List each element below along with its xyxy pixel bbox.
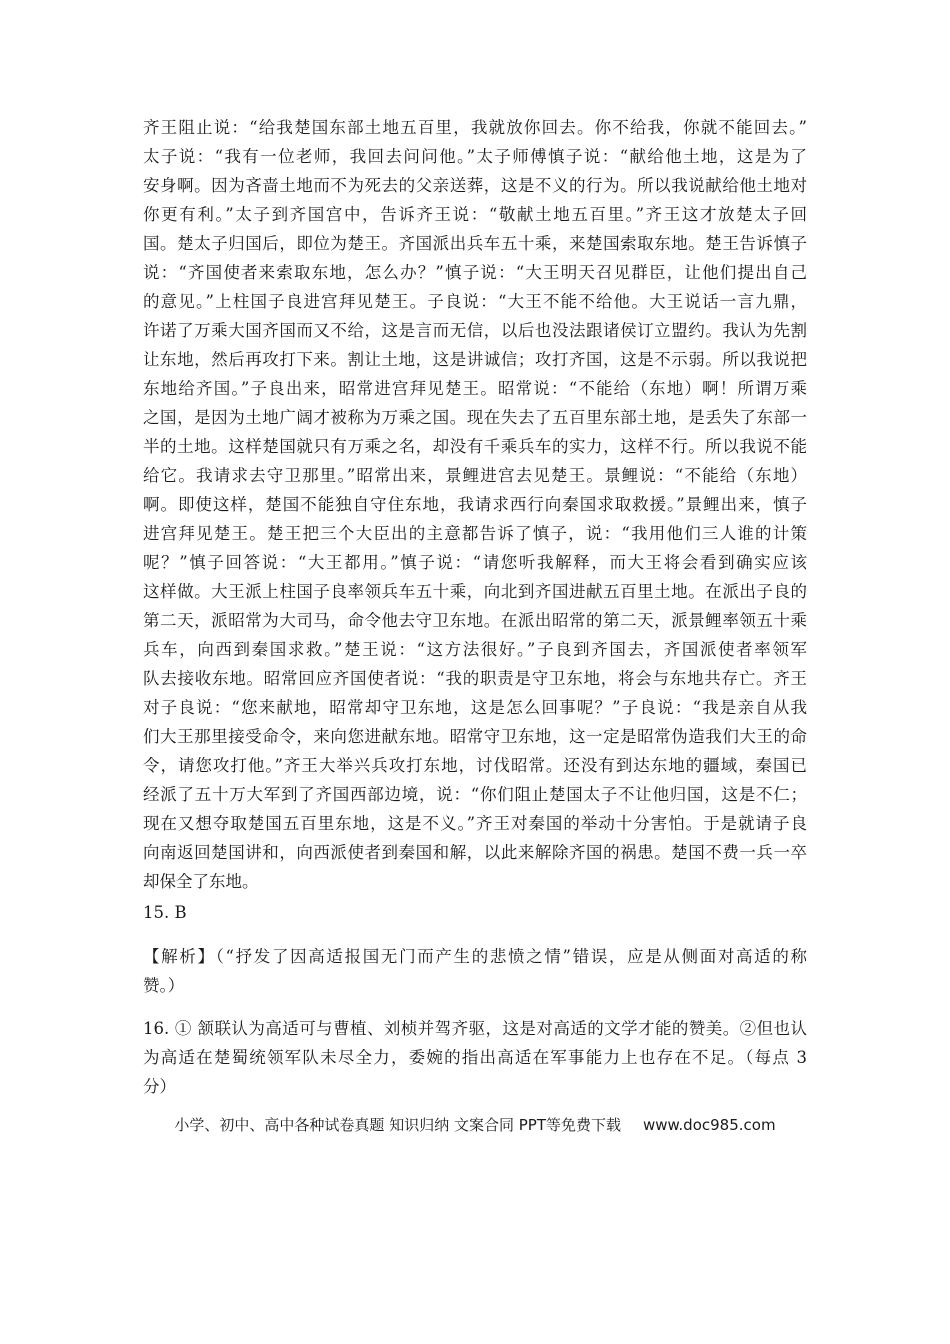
text-line: 半的土地。这样楚国就只有万乘之名，却没有千乘兵车的实力，这样不行。所以我说不能 — [143, 437, 807, 456]
text-line: 令，请您攻打他。”齐王大举兴兵攻打东地，讨伐昭常。还没有到达东地的疆域，秦国已 — [143, 756, 807, 775]
text-line: 这样做。大王派上柱国子良率领兵车五十乘，向北到齐国进献五百里土地。在派出子良的 — [143, 582, 807, 601]
text-line: 进宫拜见楚王。楚王把三个大臣出的主意都告诉了慎子，说：“我用他们三人谁的计策 — [143, 524, 807, 543]
answer-line: 分） — [143, 1077, 176, 1096]
text-line: 给它。我请求去守卫那里。”昭常出来，景鲤进宫去见楚王。景鲤说：“不能给（东地） — [143, 466, 807, 485]
text-line: 说：“齐国使者来索取东地，怎么办？”慎子说：“大王明天召见群臣，让他们提出自己 — [143, 263, 807, 282]
text-line: 国。楚太子归国后，即位为楚王。齐国派出兵车五十乘，来楚国索取东地。楚王告诉慎子 — [143, 234, 807, 253]
text-line: 齐王阻止说：“给我楚国东部土地五百里，我就放你回去。你不给我，你就不能回去。” — [143, 118, 807, 137]
text-line: 安身啊。因为吝啬土地而不为死去的父亲送葬，这是不义的行为。所以我说献给他土地对 — [143, 176, 807, 195]
text-line: 你更有利。”太子到齐国宫中，告诉齐王说：“敬献土地五百里。”齐王这才放楚太子回 — [143, 205, 807, 224]
text-line: 对子良说：“您来献地，昭常却守卫东地，这是怎么回事呢？”子良说：“我是亲自从我 — [143, 698, 807, 717]
text-line: 太子说：“我有一位老师，我回去问问他。”太子师傅慎子说：“献给他土地，这是为了 — [143, 147, 807, 166]
text-line: 东地给齐国。”子良出来，昭常进宫拜见楚王。昭常说：“不能给（东地）啊！所谓万乘 — [143, 379, 807, 398]
question-15-answer — [143, 898, 807, 927]
page-footer — [0, 1113, 950, 1137]
text-line: 呢？”慎子回答说：“大王都用。”慎子说：“请您听我解释，而大王将会看到确实应该 — [143, 553, 807, 572]
text-line: 们大王那里接受命令，来向您进献东地。昭常守卫东地，这一定是昭常伪造我们大王的命 — [143, 727, 807, 746]
text-line: 啊。即使这样，楚国不能独自守住东地，我请求西行向秦国求取救援。”景鲤出来，慎子 — [143, 495, 807, 514]
text-line: 队去接收东地。昭常回应齐国使者说：“我的职责是守卫东地，将会与东地共存亡。齐王 — [143, 669, 807, 688]
translation-paragraph — [143, 113, 807, 896]
answer-line: 16. ① 颔联认为高适可与曹植、刘桢并驾齐驱，这是对高适的文学才能的赞美。②但也认 — [143, 1019, 807, 1038]
text-line: 却保全了东地。 — [143, 872, 259, 891]
answer-line: 15. B — [143, 903, 187, 922]
text-line: 让东地，然后再攻打下来。割让土地，这是讲诚信；攻打齐国，这是不示弱。所以我说把 — [143, 350, 807, 369]
text-line: 之国，是因为土地广阔才被称为万乘之国。现在失去了五百里东部土地，是丢失了东部一 — [143, 408, 807, 427]
question-16-answer — [143, 1014, 807, 1101]
text-line: 现在又想夺取楚国五百里东地，这是不义。”齐王对秦国的举动十分害怕。于是就请子良 — [143, 814, 807, 833]
text-line: 兵车，向西到秦国求救。”楚王说：“这方法很好。”子良到齐国去，齐国派使者率领军 — [143, 640, 807, 659]
analysis-line: 【解析】（“抒发了因高适报国无门而产生的悲愤之情”错误，应是从侧面对高适的称 — [143, 947, 807, 966]
text-line: 经派了五十万大军到了齐国西部边境，说：“你们阻止楚国太子不让他归国，这是不仁； — [143, 785, 807, 804]
footer-link[interactable]: www.doc985.com — [642, 1116, 776, 1134]
footer-text: 小学、初中、高中各种试卷真题 知识归纳 文案合同 PPT等免费下载 — [174, 1116, 621, 1134]
analysis-line: 赞。） — [143, 976, 185, 995]
answer-line: 为高适在楚蜀统领军队未尽全力，委婉的指出高适在军事能力上也存在不足。（每点 3 — [143, 1048, 807, 1067]
text-line: 许诺了万乘大国齐国而又不给，这是言而无信，以后也没法跟诸侯订立盟约。我认为先割 — [143, 321, 807, 340]
text-line: 的意见。”上柱国子良进宫拜见楚王。子良说：“大王不能不给他。大王说话一言九鼎， — [143, 292, 807, 311]
text-line: 向南返回楚国讲和，向西派使者到秦国和解，以此来解除齐国的祸患。楚国不费一兵一卒 — [143, 843, 807, 862]
text-line: 第二天，派昭常为大司马，命令他去守卫东地。在派出昭常的第二天，派景鲤率领五十乘 — [143, 611, 807, 630]
question-15-analysis — [143, 942, 807, 1000]
